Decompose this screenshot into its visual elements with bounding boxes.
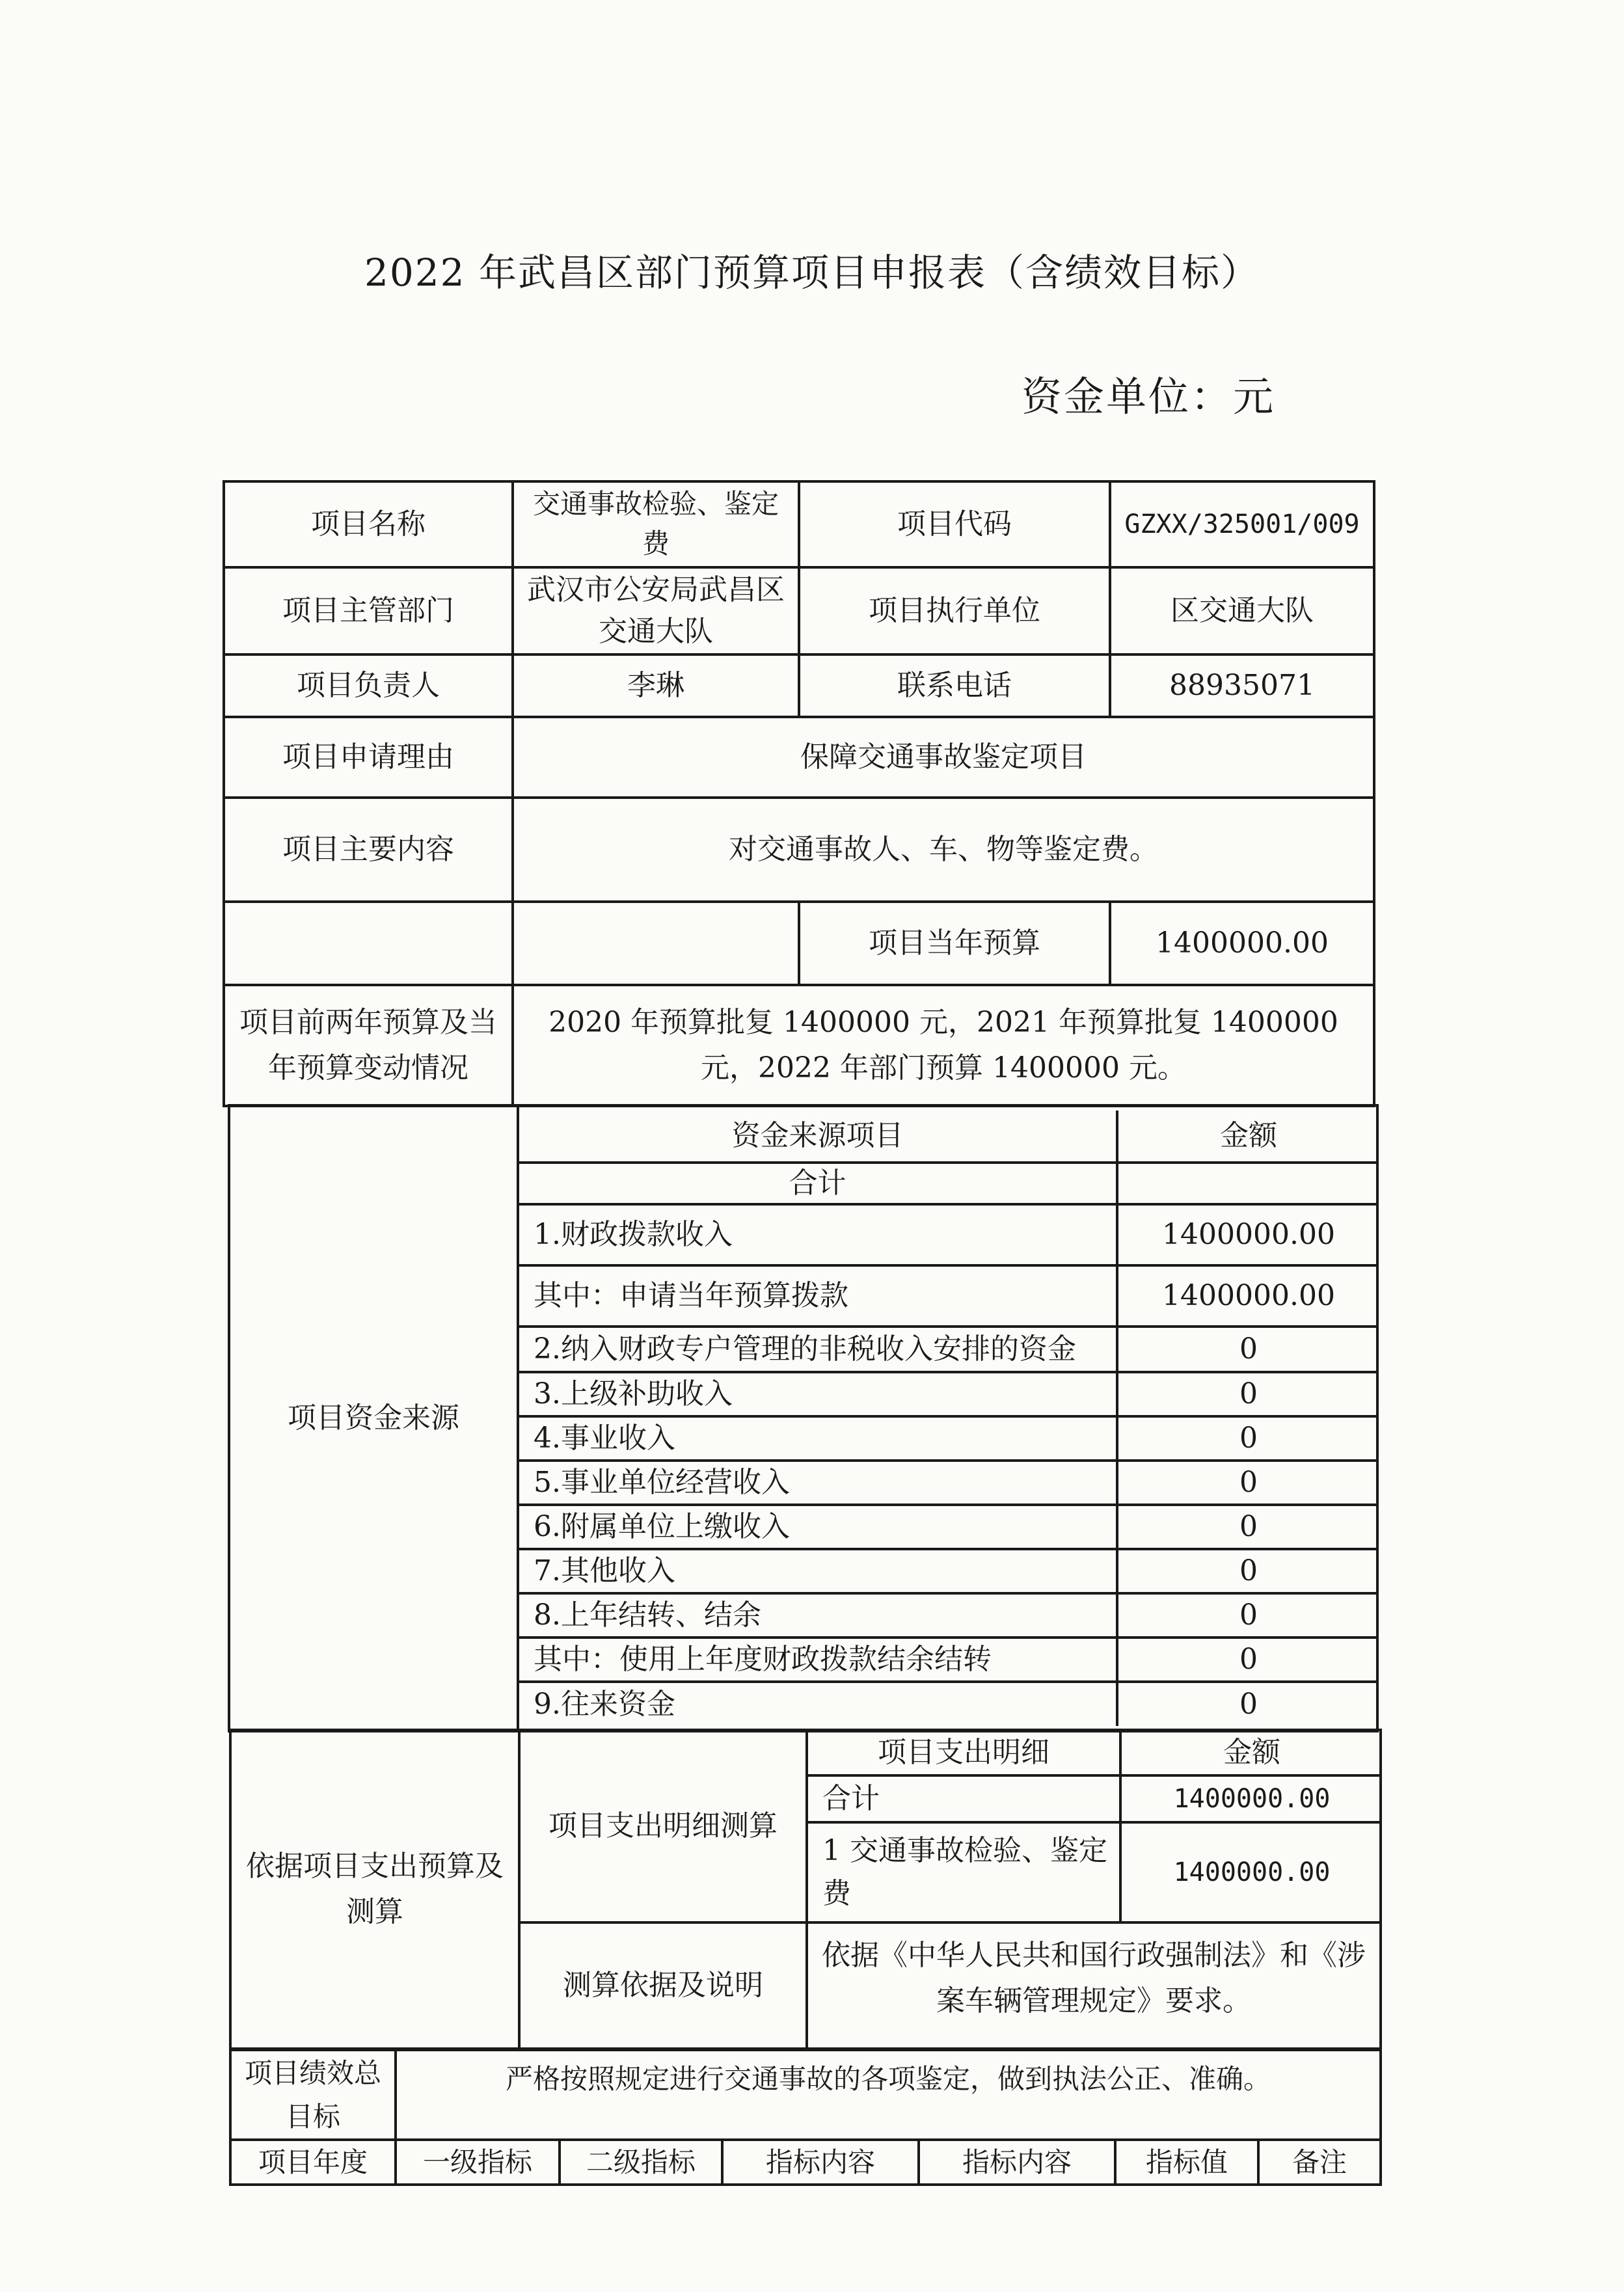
content-label: 项目主要内容: [224, 798, 513, 902]
unit-label: 资金单位：元: [1022, 373, 1276, 420]
basis-label: 测算依据及说明: [519, 1922, 807, 2049]
reason-value: 保障交通事故鉴定项目: [513, 717, 1374, 798]
history-label: 项目前两年预算及当年预算变动情况: [224, 985, 513, 1106]
funding-row-item: 5.事业单位经营收入: [519, 1461, 1117, 1505]
funding-row-amount: 0: [1117, 1682, 1377, 1726]
funding-row-amount: 0: [1117, 1549, 1377, 1593]
phone-label: 联系电话: [799, 654, 1110, 717]
funding-table: [228, 1104, 1379, 1732]
funding-total-value: [1117, 1163, 1377, 1204]
funding-total-label: 合计: [519, 1163, 1117, 1204]
funding-row-amount: 1400000.00: [1117, 1204, 1377, 1265]
empty-cell: [224, 902, 513, 985]
current-budget-value: 1400000.00: [1110, 902, 1374, 985]
funding-row-amount: 0: [1117, 1372, 1377, 1416]
funding-row-amount: 0: [1117, 1505, 1377, 1549]
funding-row-amount: 1400000.00: [1117, 1265, 1377, 1327]
expense-total-label: 合计: [808, 1775, 1120, 1822]
perf-header: 指标值: [1115, 2140, 1258, 2185]
project-name-label: 项目名称: [224, 481, 513, 567]
history-value: 2020 年预算批复 1400000 元，2021 年预算批复 1400000 元，2022 年部门预算 1400000 元。: [513, 985, 1374, 1106]
funding-row-item: 3.上级补助收入: [519, 1372, 1117, 1416]
funding-row-amount: 0: [1117, 1327, 1377, 1372]
funding-row-item: 其中：申请当年预算拨款: [519, 1265, 1117, 1327]
basis-value: 依据《中华人民共和国行政强制法》和《涉案车辆管理规定》要求。: [807, 1922, 1381, 2049]
funding-row-item: 8.上年结转、结余: [519, 1593, 1117, 1638]
expense-item-label: 1 交通事故检验、鉴定费: [808, 1822, 1120, 1921]
exec-unit-value: 区交通大队: [1110, 567, 1374, 654]
expense-detail-label: 项目支出明细测算: [519, 1730, 807, 1922]
leader-label: 项目负责人: [224, 654, 513, 717]
dept-label: 项目主管部门: [224, 567, 513, 654]
perf-header: 项目年度: [230, 2140, 396, 2185]
perf-header: 备注: [1258, 2140, 1381, 2185]
perf-header: 指标内容: [722, 2140, 919, 2185]
perf-header: 二级指标: [560, 2140, 722, 2185]
project-code-value: GZXX/325001/009: [1110, 481, 1374, 567]
funding-row-amount: 0: [1117, 1638, 1377, 1682]
funding-row-item: 9.往来资金: [519, 1682, 1117, 1726]
current-budget-label: 项目当年预算: [799, 902, 1110, 985]
goal-label: 项目绩效总目标: [230, 2050, 396, 2140]
perf-header: 一级指标: [396, 2140, 560, 2185]
empty-cell: [513, 902, 799, 985]
funding-header-amount: 金额: [1117, 1111, 1377, 1163]
page-title: 2022 年武昌区部门预算项目申报表（含绩效目标）: [364, 250, 1260, 295]
funding-row-item: 2.纳入财政专户管理的非税收入安排的资金: [519, 1327, 1117, 1372]
expense-header-amount: 金额: [1120, 1731, 1381, 1775]
expense-label: 依据项目支出预算及测算: [230, 1730, 519, 2049]
funding-sources: [519, 1111, 1377, 1726]
funding-row-amount: 0: [1117, 1593, 1377, 1638]
reason-label: 项目申请理由: [224, 717, 513, 798]
expense-table: [229, 1729, 1382, 2050]
funding-row-item: 6.附属单位上缴收入: [519, 1505, 1117, 1549]
project-name-value: 交通事故检验、鉴定费: [513, 481, 799, 567]
basic-info-table: [223, 480, 1375, 1107]
content-value: 对交通事故人、车、物等鉴定费。: [513, 798, 1374, 902]
dept-value: 武汉市公安局武昌区交通大队: [513, 567, 799, 654]
goal-value: 严格按照规定进行交通事故的各项鉴定，做到执法公正、准确。: [396, 2050, 1381, 2140]
phone-value: 88935071: [1110, 654, 1374, 717]
funding-row-item: 4.事业收入: [519, 1416, 1117, 1461]
funding-label: 项目资金来源: [229, 1105, 518, 1731]
funding-row-item: 7.其他收入: [519, 1549, 1117, 1593]
performance-table: [229, 2049, 1382, 2186]
funding-row-amount: 0: [1117, 1416, 1377, 1461]
funding-row-item: 其中：使用上年度财政拨款结余结转: [519, 1638, 1117, 1682]
perf-header: 指标内容: [919, 2140, 1115, 2185]
expense-item-value: 1400000.00: [1120, 1822, 1381, 1921]
funding-row-item: 1.财政拨款收入: [519, 1204, 1117, 1265]
exec-unit-label: 项目执行单位: [799, 567, 1110, 654]
expense-details: [808, 1731, 1381, 1921]
leader-value: 李琳: [513, 654, 799, 717]
funding-row-amount: 0: [1117, 1461, 1377, 1505]
expense-total-value: 1400000.00: [1120, 1775, 1381, 1822]
funding-header-item: 资金来源项目: [519, 1111, 1117, 1163]
project-code-label: 项目代码: [799, 481, 1110, 567]
expense-header-item: 项目支出明细: [808, 1731, 1120, 1775]
